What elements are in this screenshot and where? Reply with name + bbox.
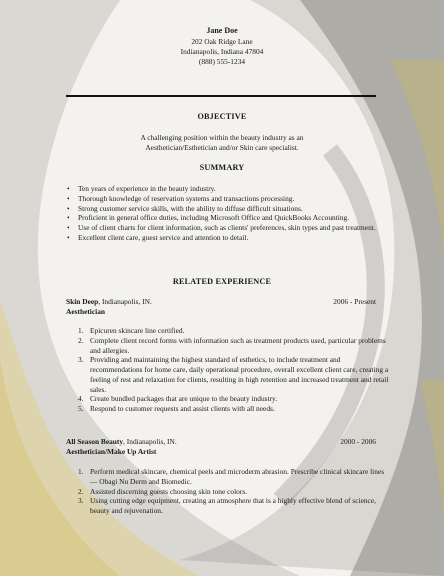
job-location: , Indianapolis, IN.	[123, 437, 177, 446]
job-duty: Providing and maintaining the highest standard of esthetics, to include treatment and recommendations for home care, daily operational procedure, overall excellent client care, creating a feeling of rest and relaxation for clients, resulting in high retention and increased treatment and retail sales.	[90, 355, 389, 394]
job-duty: Complete client record forms with information such as treatment products used, particular problems and allergies.	[90, 335, 386, 355]
objective-line-2: Aesthetician/Esthetician and/or Skin care specialist.	[145, 143, 299, 152]
job-duty: Using cutting edge equipment, creating an atmosphere that is a highly effective blend of science, beauty and rejuvenation.	[90, 496, 376, 516]
job-dates: 2006 - Present	[333, 297, 376, 306]
job-employer-line	[66, 437, 177, 447]
summary-list	[66, 184, 398, 243]
job-duties	[78, 467, 390, 516]
summary-item: • Excellent client care, guest service and attention to detail.	[78, 233, 398, 243]
objective-line-1: A challenging position within the beauty industry as an	[140, 133, 304, 142]
job-duty: Respond to customer requests and assist clients with all needs.	[90, 404, 275, 414]
experience-heading: RELATED EXPERIENCE	[172, 277, 272, 286]
contact-street: 202 Oak Ridge Lane	[191, 37, 253, 46]
job-employer: Skin Deep	[66, 297, 99, 306]
job-duty: Epicuren skincare line certified.	[90, 326, 185, 335]
job-duties	[78, 326, 390, 414]
job-title: Aesthetician	[66, 307, 105, 316]
job-dates: 2000 - 2006	[340, 437, 376, 446]
contact-city: Indianapolis, Indiana 47804	[180, 47, 264, 56]
job-duty: Assisted discerning guests choosing skin tone colors.	[90, 486, 248, 496]
job-duty: Create bundled packages that are unique to the beauty industry.	[90, 394, 278, 404]
summary-item: • Thorough knowledge of reservation systems and transactions processing.	[78, 194, 398, 204]
job-employer-line	[66, 297, 152, 307]
summary-item: • Use of client charts for client information, such as clients' preferences, skin types and past treatment.	[78, 223, 398, 233]
summary-heading: SUMMARY	[199, 163, 245, 172]
objective-heading: OBJECTIVE	[197, 112, 247, 121]
summary-item: • Proficient in general office duties, including Microsoft Office and QuickBooks Accounting.	[78, 213, 398, 223]
job-location: , Indianapolis, IN.	[98, 297, 152, 306]
job-employer: All Season Beauty	[66, 437, 124, 446]
job-title: Aesthetician/Make Up Artist	[66, 447, 157, 456]
header-divider	[66, 95, 376, 97]
contact-name: Jane Doe	[206, 26, 238, 35]
contact-phone: (888) 555-1234	[198, 57, 246, 66]
job-duty: Perform medical skincare, chemical peels and microderm abrasion. Prescribe clinical skincare lines — Obagi Nu Derm and Biomedic.	[90, 467, 385, 486]
summary-item: • Strong customer service skills, with the ability to diffuse difficult situations.	[78, 204, 398, 214]
summary-item: • Ten years of experience in the beauty industry.	[78, 184, 398, 194]
